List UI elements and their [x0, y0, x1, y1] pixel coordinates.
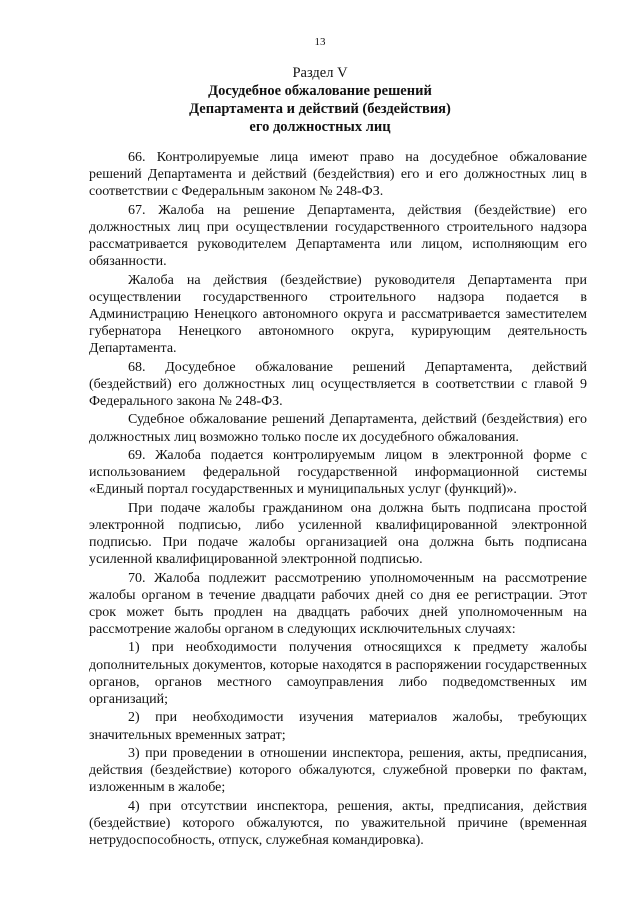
section-title-line-1: Досудебное обжалование решений [208, 83, 432, 99]
section-title-line-2: Департамента и действий (бездействия) [189, 101, 451, 117]
paragraph-67: 67. Жалоба на решение Департамента, действия (бездействие) его должностных лиц при осуществлении государственного строительного надзора рассматривается руководителем Департамента или лицом, исполняющим его обязанности. [89, 202, 587, 270]
list-item-1: 1) при необходимости получения относящихся к предмету жалобы дополнительных документов, которые находятся в распоряжении государственных органов, органов местного самоуправления либо подведомственных им организаций; [89, 640, 587, 708]
page-number: 13 [314, 36, 326, 48]
section-heading [0, 64, 640, 136]
list-item-2: 2) при необходимости изучения материалов жалобы, требующих значительных временных затрат; [89, 710, 587, 743]
section-title-line-3: его должностных лиц [249, 119, 391, 135]
paragraph-69: 69. Жалоба подается контролируемым лицом в электронной форме с использованием федеральной государственной информационной системы «Единый портал государственных и муниципальных услуг (функций)». [89, 447, 587, 498]
list-item-4: 4) при отсутствии инспектора, решения, акты, предписания, действия (бездействие) которого обжалуются, по уважительной причине (временная нетрудоспособность, отпуск, служебная командировка). [89, 798, 587, 848]
paragraph-69-signature: При подаче жалобы гражданином она должна быть подписана простой электронной подписью, либо усиленной квалифицированной электронной подписью. При подаче жалобы организацией она должна быть подписана усиленной квалифицированной электронной подписью. [89, 500, 587, 568]
paragraph-70: 70. Жалоба подлежит рассмотрению уполномоченным на рассмотрение жалобы органом в течение двадцати рабочих дней со дня ее регистрации. Этот срок может быть продлен на двадцать рабочих дней уполномоченным на рассмотрение жалобы органом в следующих исключительных случаях: [89, 570, 587, 638]
paragraph-66: 66. Контролируемые лица имеют право на досудебное обжалование решений Департамента и действий (бездействия) его и его должностных лиц в соответствии с Федеральным законом № 248-ФЗ. [89, 150, 587, 200]
paragraph-68: 68. Досудебное обжалование решений Департамента, действий (бездействий) его должностных лиц осуществляется в соответствии с главой 9 Федерального закона № 248-ФЗ. [89, 359, 587, 410]
paragraph-67-complaint-head: Жалоба на действия (бездействие) руководителя Департамента при осуществлении государственного строительного надзора подается в Администрацию Ненецкого автономного округа и рассматривается заместителем губернатора Ненецкого автономного округа, курирующим деятельность Департамента. [89, 272, 587, 357]
document-body [89, 149, 587, 850]
paragraph-68-judicial: Судебное обжалование решений Департамента, действий (бездействия) его должностных лиц возможно только после их досудебного обжалования. [89, 412, 587, 445]
list-item-3: 3) при проведении в отношении инспектора, решения, акты, предписания, действия (бездействие) которого обжалуются, служебной проверки по фактам, изложенным в жалобе; [89, 745, 587, 796]
section-label: Раздел V [292, 65, 348, 81]
